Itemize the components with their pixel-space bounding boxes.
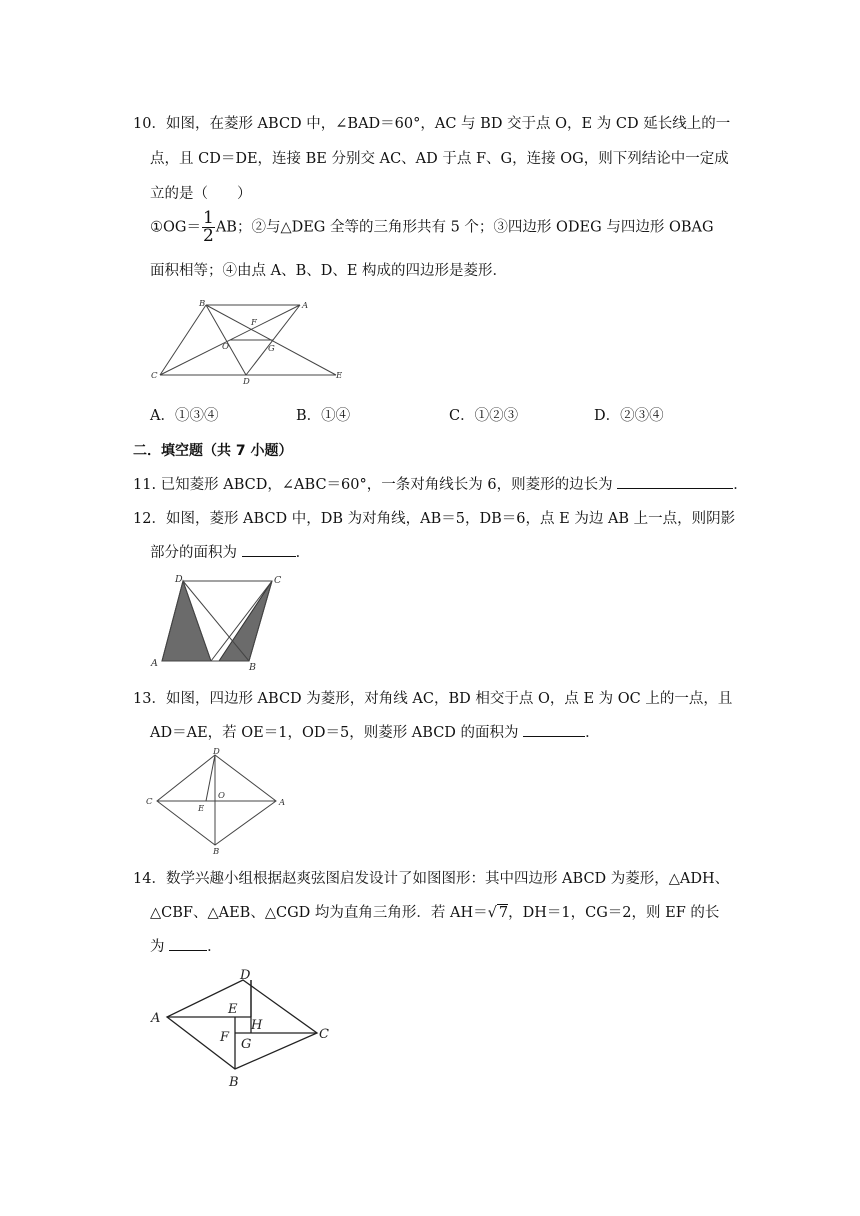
label-E: E: [336, 371, 343, 381]
label-F: F: [220, 1030, 230, 1045]
rhombus-ABCD: [167, 980, 317, 1069]
label-B: B: [199, 299, 206, 309]
q10-line-1: 10．如图，在菱形 ABCD 中，∠BAD＝60°，AC 与 BD 交于点 O，E 为 CD 延长线上的一: [133, 116, 731, 132]
rhombus-ABCD: [157, 755, 276, 845]
q10-figure: [148, 296, 348, 388]
label-B: B: [249, 662, 256, 672]
choice-d[interactable]: D．②③④: [594, 408, 664, 424]
label-C: C: [146, 797, 153, 807]
label-H: H: [251, 1018, 263, 1033]
label-A: A: [151, 1011, 161, 1026]
q13-end: ．: [585, 725, 600, 741]
label-C: C: [319, 1027, 329, 1042]
q14-answer-blank[interactable]: [169, 936, 207, 951]
q11: [133, 473, 748, 494]
q14-line-1: 14．数学兴趣小组根据赵爽弦图启发设计了如图图形：其中四边形 ABCD 为菱形，△ADH、: [133, 871, 730, 887]
fraction-one-half: [202, 210, 215, 245]
label-A: A: [151, 658, 158, 669]
label-F: F: [251, 318, 257, 328]
label-A: A: [302, 301, 309, 311]
q13-figure: [143, 744, 293, 856]
statement-1-prefix: ①OG＝: [150, 219, 201, 236]
label-B: B: [213, 847, 220, 856]
label-D: D: [240, 968, 251, 983]
label-C: C: [151, 371, 158, 381]
q14-line-2: [150, 901, 719, 922]
q13-line-2: [150, 721, 600, 742]
segment-BC: [160, 305, 206, 375]
q10-line-5: 面积相等；④由点 A、B、D、E 构成的四边形是菱形．: [150, 263, 508, 279]
q13-text: AD＝AE，若 OE＝1，OD＝5，则菱形 ABCD 的面积为: [150, 725, 519, 741]
label-D: D: [243, 377, 250, 387]
q11-end: ．: [733, 477, 748, 493]
q14-end: ．: [207, 939, 222, 955]
fraction-denominator: 2: [202, 226, 214, 246]
statement-1-suffix: AB；②与△DEG 全等的三角形共有 5 个；③四边形 ODEG 与四边形 OBAG: [215, 219, 714, 236]
fraction-numerator: 1: [202, 208, 214, 228]
q10-statements: [150, 210, 714, 245]
q14-text-pre: △CBF、△AEB、△CGD 均为直角三角形．若 AH＝: [150, 905, 488, 921]
choice-a[interactable]: A．①③④: [150, 408, 219, 424]
label-G: G: [241, 1037, 252, 1052]
q14-text-post: ，DH＝1，CG＝2，则 EF 的长: [508, 905, 720, 921]
segment-DE: [206, 755, 215, 801]
q13-answer-blank[interactable]: [523, 722, 585, 737]
label-C: C: [274, 575, 282, 586]
shaded-triangle-left: [162, 581, 211, 661]
sqrt-value: 7: [498, 905, 509, 921]
q12-figure: [148, 572, 288, 672]
label-E: E: [228, 1002, 238, 1017]
q10-line-3: 立的是（ ）: [150, 186, 252, 202]
label-O: O: [222, 342, 229, 352]
label-A: A: [279, 798, 286, 808]
label-D: D: [175, 574, 183, 585]
sqrt-symbol: √: [487, 905, 497, 921]
section-heading: 二．填空题（共 7 小题）: [133, 443, 293, 459]
q11-text: 11. 已知菱形 ABCD，∠ABC＝60°，一条对角线长为 6，则菱形的边长为: [133, 477, 613, 493]
q14-text-3: 为: [150, 939, 165, 955]
choice-b[interactable]: B．①④: [296, 408, 351, 424]
q12-end: ．: [295, 545, 311, 561]
label-B: B: [229, 1075, 239, 1090]
label-D: D: [213, 747, 220, 757]
q11-answer-blank[interactable]: [617, 474, 733, 489]
choice-c[interactable]: C．①②③: [449, 408, 519, 424]
label-G: G: [268, 344, 275, 354]
q14-figure: [145, 962, 340, 1092]
q13-line-1: 13．如图，四边形 ABCD 为菱形，对角线 AC，BD 相交于点 O，点 E 为 OC 上的一点，且: [133, 691, 733, 707]
q12-line-2: [150, 541, 310, 562]
shaded-triangle-right: [219, 581, 272, 661]
q14-line-3: [150, 935, 222, 956]
q12-text: 部分的面积为: [150, 545, 237, 561]
label-O: O: [218, 791, 225, 801]
label-E: E: [198, 804, 205, 814]
q12-line-1: 12．如图，菱形 ABCD 中，DB 为对角线，AB＝5，DB＝6，点 E 为边 AB 上一点，则阴影: [133, 511, 736, 527]
q12-answer-blank[interactable]: [242, 542, 296, 557]
q10-line-2: 点，且 CD＝DE，连接 BE 分别交 AC、AD 于点 F、G，连接 OG，则下列结论中一定成: [150, 151, 729, 167]
